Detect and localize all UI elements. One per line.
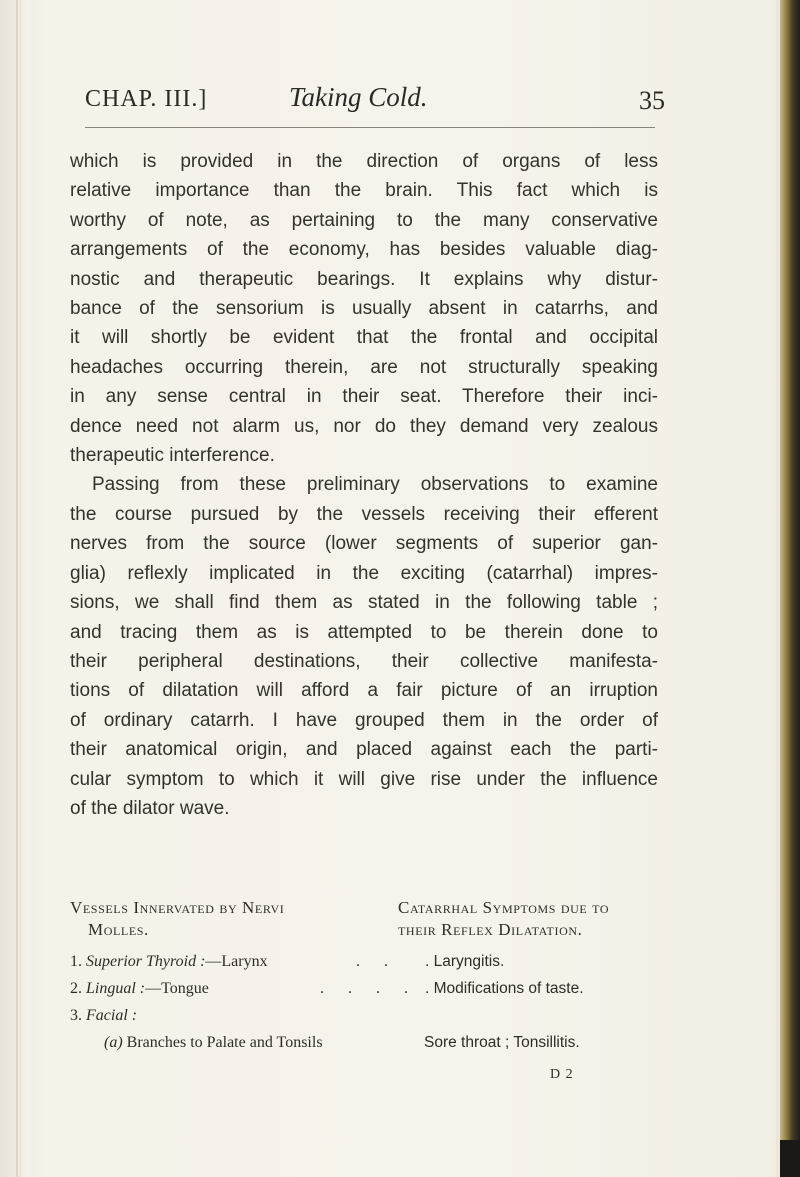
table-row	[70, 980, 670, 1004]
row-number: 2.	[70, 980, 82, 997]
row-number: 3.	[70, 1007, 82, 1024]
text-line: which is provided in the direction of organs of less	[70, 151, 658, 172]
text-line: sions, we shall find them as stated in the following table ;	[70, 592, 658, 614]
row-vessel	[86, 953, 268, 971]
text-line: therapeutic interference.	[70, 445, 275, 467]
row-vessel	[86, 1007, 137, 1025]
heading-line: Molles.	[88, 920, 149, 939]
text-line: and tracing them as is attempted to be therein done to	[70, 621, 658, 643]
text-line: it will shortly be evident that the frontal and occipital	[70, 327, 658, 349]
text-line: arrangements of the economy, has besides valuable diag-	[70, 239, 658, 261]
text-line: their peripheral destinations, their collective manifesta-	[70, 650, 658, 672]
page-edge-shadow	[780, 1140, 800, 1177]
page-edge	[776, 0, 800, 1177]
row-vessel	[86, 980, 209, 998]
text-line: of ordinary catarrh. I have grouped them in the order of	[70, 709, 658, 731]
vessel-name: Branches to Palate and Tonsils	[122, 1034, 323, 1051]
nerve-name: Facial :	[86, 1007, 138, 1024]
table-row	[70, 953, 670, 977]
text-line: nostic and therapeutic bearings. It explains why distur-	[70, 268, 658, 290]
running-header	[85, 82, 665, 122]
text-line: of the dilator wave.	[70, 797, 230, 819]
vessel-name: —Larynx	[205, 953, 268, 970]
gutter-line	[20, 0, 21, 1177]
heading-line: their Reflex Dilatation.	[398, 920, 583, 939]
heading-line: Vessels Innervated by Nervi	[70, 898, 285, 917]
leader-dots: . . . .	[320, 980, 418, 997]
vessel-name: —Tongue	[145, 980, 209, 997]
branch-label: (a)	[104, 1034, 123, 1051]
text-line: Passing from these preliminary observations to examine	[92, 474, 658, 496]
nerve-name: Superior Thyroid :	[86, 953, 206, 970]
text-line: worthy of note, as pertaining to the many conservative	[70, 209, 658, 231]
page-fold	[776, 0, 780, 1177]
binding-gutter	[0, 0, 30, 1177]
row-vessel	[104, 1034, 323, 1052]
leader-dots: . .	[356, 953, 398, 970]
body-paragraphs	[70, 147, 658, 823]
row-number: 1.	[70, 953, 82, 970]
gutter-line	[16, 0, 18, 1177]
table-heading-left	[70, 897, 380, 941]
text-line: relative importance than the brain. This fact which is	[70, 180, 658, 202]
text-line: glia) reflexly implicated in the exciting (catarrhal) impres-	[70, 562, 658, 584]
nerve-name: Lingual :	[86, 980, 146, 997]
text-line: cular symptom to which it will give rise under the influence	[70, 768, 658, 790]
text-line: the course pursued by the vessels receiving their efferent	[70, 503, 658, 525]
row-symptom: . Laryngitis.	[425, 953, 505, 970]
table-row	[70, 1007, 670, 1031]
text-line: their anatomical origin, and placed against each the parti-	[70, 739, 658, 761]
heading-line: Catarrhal Symptoms due to	[398, 898, 610, 917]
chapter-label: CHAP. III.]	[85, 86, 208, 112]
text-line: in any sense central in their seat. Therefore their inci-	[70, 386, 658, 408]
header-rule	[85, 127, 655, 128]
row-symptom: Sore throat ; Tonsillitis.	[424, 1034, 580, 1051]
page-number: 35	[639, 86, 665, 115]
text-line: bance of the sensorium is usually absent in catarrhs, and	[70, 298, 658, 320]
row-symptom: . Modifications of taste.	[425, 980, 584, 997]
text-line: tions of dilatation will afford a fair picture of an irruption	[70, 680, 658, 702]
text-line: headaches occurring therein, are not structurally speaking	[70, 356, 658, 378]
table-heading-right	[398, 897, 688, 941]
running-title: Taking Cold.	[289, 82, 428, 112]
table-row	[70, 1034, 670, 1058]
text-line: dence need not alarm us, nor do they demand very zealous	[70, 415, 658, 437]
sheet-signature: D 2	[550, 1067, 574, 1082]
text-line: nerves from the source (lower segments of superior gan-	[70, 533, 658, 555]
